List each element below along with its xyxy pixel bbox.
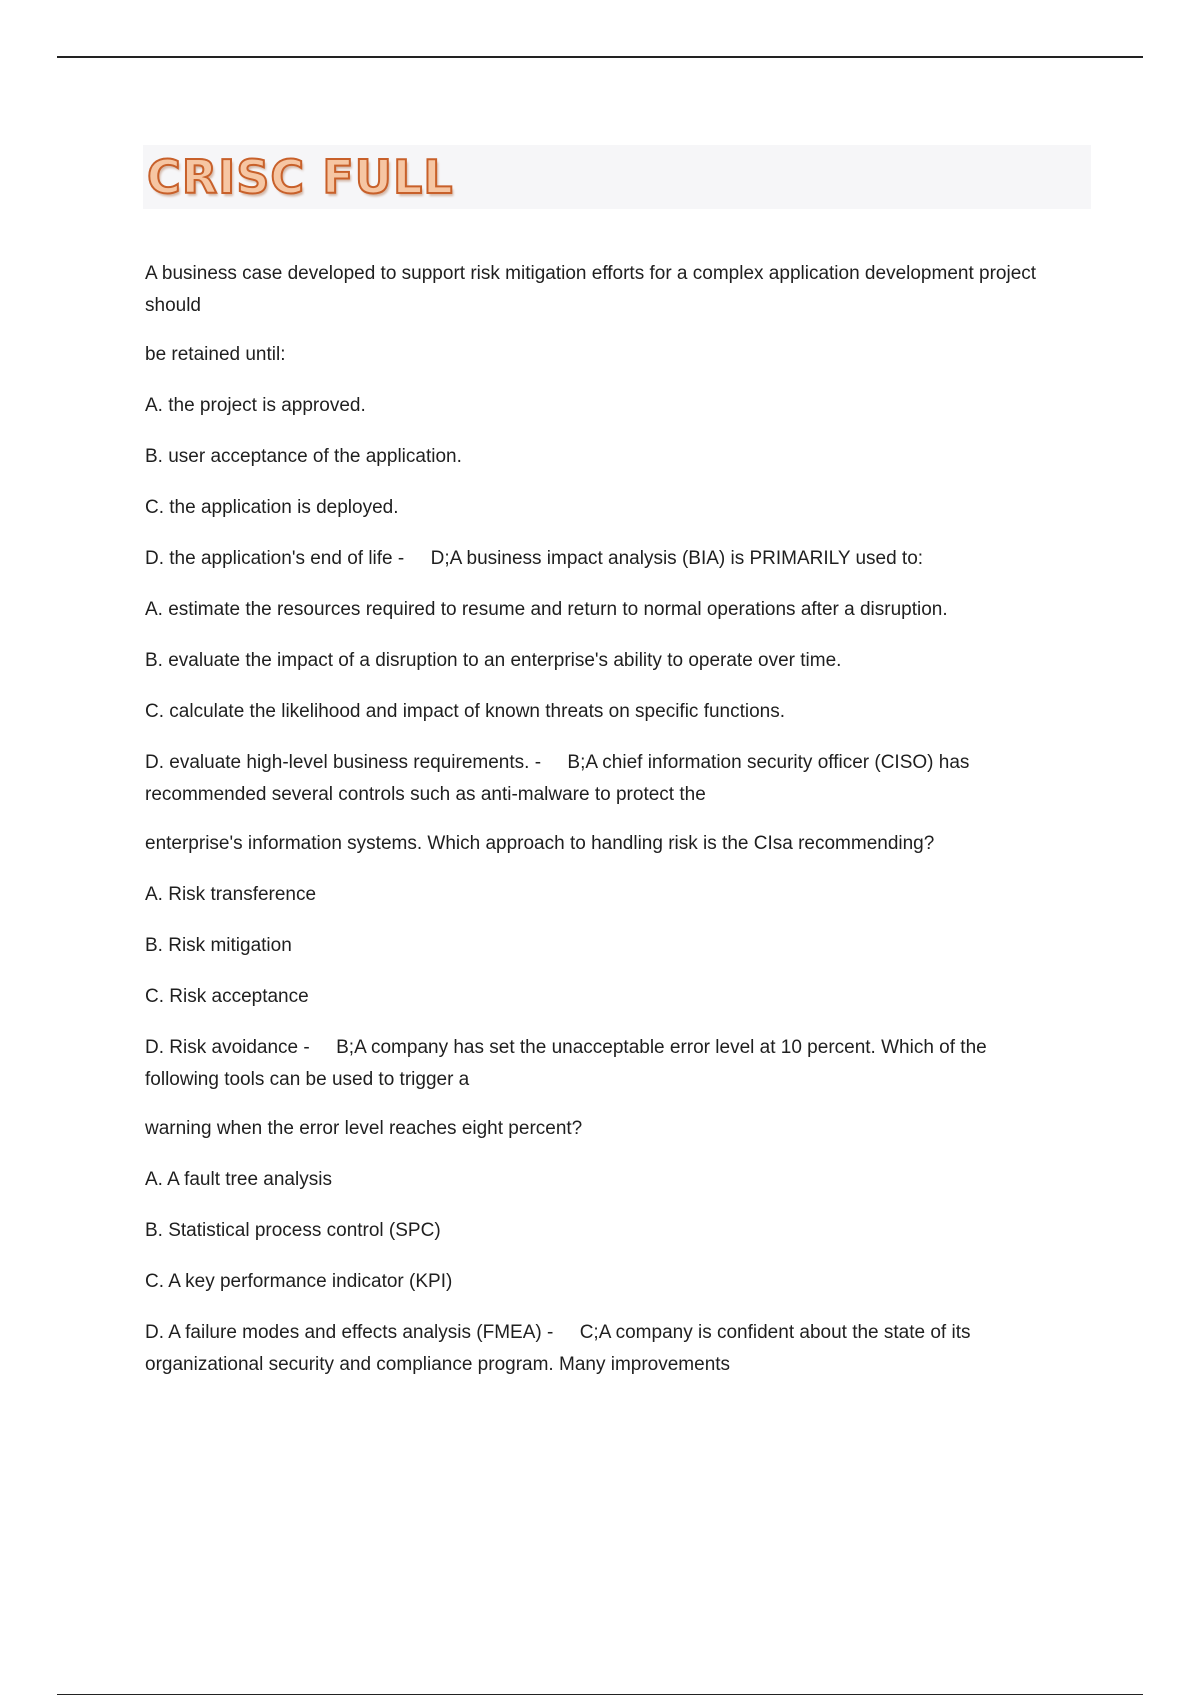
option-a-3: A. Risk transference (145, 884, 317, 905)
option-c-2: C. calculate the likelihood and impact of known threats on specific functions. (145, 701, 786, 722)
footer-rule (57, 1694, 1143, 1695)
option-a-4: A. A fault tree analysis (145, 1169, 332, 1190)
document-title: CRISC FULL (147, 150, 454, 204)
option-a-1: A. the project is approved. (145, 395, 366, 416)
paragraph-2: be retained until: (145, 344, 286, 365)
option-c-4: C. A key performance indicator (KPI) (145, 1271, 453, 1292)
title-banner (143, 145, 1091, 209)
option-b-2: B. evaluate the impact of a disruption to an enterprise's ability to operate over time. (145, 650, 842, 671)
question-4-continued: warning when the error level reaches eight percent? (145, 1118, 583, 1139)
option-a-2: A. estimate the resources required to resume and return to normal operations after a disruption. (145, 599, 948, 620)
question-3-continued: enterprise's information systems. Which approach to handling risk is the CIsa recommending? (145, 833, 935, 854)
paragraph-1: A business case developed to support risk mitigation efforts for a complex application development project should (145, 263, 1037, 316)
option-b-1: B. user acceptance of the application. (145, 446, 462, 467)
option-d-2: D. evaluate high-level business requirements. - B;A chief information security officer (CISO) has recommended several controls such as anti-malware to protect the (145, 752, 975, 805)
header-rule (57, 56, 1143, 58)
document-body (145, 258, 1060, 1398)
option-d-3: D. Risk avoidance - B;A company has set the unacceptable error level at 10 percent. Which of the following tools can be used to trigger a (145, 1037, 992, 1090)
option-b-3: B. Risk mitigation (145, 935, 292, 956)
option-c-1: C. the application is deployed. (145, 497, 399, 518)
option-b-4: B. Statistical process control (SPC) (145, 1220, 441, 1241)
option-c-3: C. Risk acceptance (145, 986, 309, 1007)
option-d-4: D. A failure modes and effects analysis (FMEA) - C;A company is confident about the state of its organizational security and compliance program. Many improvements (145, 1322, 976, 1375)
option-d-1: D. the application's end of life - D;A business impact analysis (BIA) is PRIMARILY used to: (145, 548, 924, 569)
